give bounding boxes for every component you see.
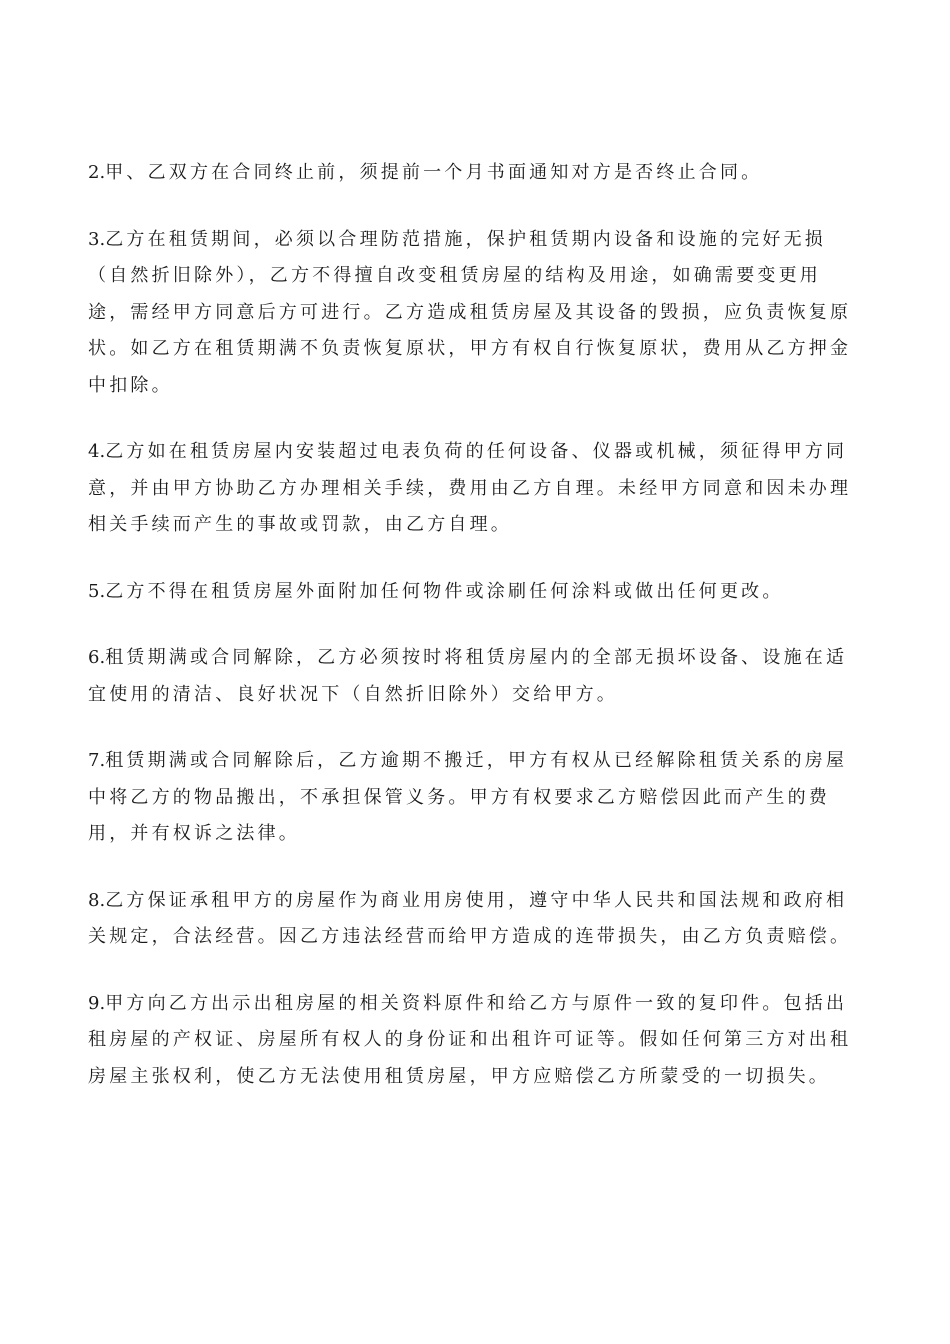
clause-number: 8. — [88, 889, 106, 911]
clause-3 — [88, 222, 863, 405]
clause-text: 租赁期满或合同解除后，乙方逾期不搬迁，甲方有权从已经解除租赁关系的房屋中将乙方的物品搬出，不承担保管义务。甲方有权要求乙方赔偿因此而产生的费用，并有权诉之法律。 — [88, 750, 848, 844]
clause-number: 2. — [88, 162, 106, 183]
clause-text: 租赁期满或合同解除，乙方必须按时将租赁房屋内的全部无损坏设备、设施在适宜使用的清洁、良好状况下（自然折旧除外）交给甲方。 — [88, 647, 848, 705]
clause-8 — [88, 883, 863, 956]
clause-text: 乙方在租赁期间，必须以合理防范措施，保护租赁期内设备和设施的完好无损（自然折旧除外），乙方不得擅自改变租赁房屋的结构及用途，如确需要变更用途，需经甲方同意后方可进行。乙方造成租赁房屋及其设备的毁损，应负责恢复原状。如乙方在租赁期满不负责恢复原状，甲方有权自行恢复原状，费用从乙方押金中扣除。 — [88, 228, 852, 396]
clause-4 — [88, 434, 863, 544]
clause-6 — [88, 640, 863, 713]
clause-number: 4. — [88, 441, 106, 462]
clause-5 — [88, 574, 863, 611]
clause-number: 5. — [88, 580, 106, 602]
clause-text: 乙方保证承租甲方的房屋作为商业用房使用，遵守中华人民共和国法规和政府相关规定，合法经营。因乙方违法经营而给甲方造成的连带损失，由乙方负责赔偿。 — [88, 889, 852, 947]
contract-page — [88, 155, 863, 1125]
clause-9 — [88, 986, 863, 1096]
clause-number: 7. — [88, 750, 106, 771]
clause-text: 甲、乙双方在合同终止前，须提前一个月书面通知对方是否终止合同。 — [105, 162, 763, 183]
clause-number: 6. — [88, 647, 106, 668]
clause-text: 甲方向乙方出示出租房屋的相关资料原件和给乙方与原件一致的复印件。包括出租房屋的产权证、房屋所有权人的身份证和出租许可证等。假如任何第三方对出租房屋主张权利，使乙方无法使用租赁房屋，甲方应赔偿乙方所蒙受的一切损失。 — [88, 992, 852, 1087]
clause-text: 乙方不得在租赁房屋外面附加任何物件或涂刷任何涂料或做出任何更改。 — [105, 580, 784, 602]
clause-number: 9. — [88, 992, 106, 1014]
clause-2 — [88, 155, 863, 192]
clause-7 — [88, 743, 863, 853]
clause-text: 乙方如在租赁房屋内安装超过电表负荷的任何设备、仪器或机械，须征得甲方同意，并由甲方协助乙方办理相关手续，费用由乙方自理。未经甲方同意和因未办理相关手续而产生的事故或罚款，由乙方自理。 — [88, 441, 852, 535]
clause-number: 3. — [88, 228, 106, 250]
